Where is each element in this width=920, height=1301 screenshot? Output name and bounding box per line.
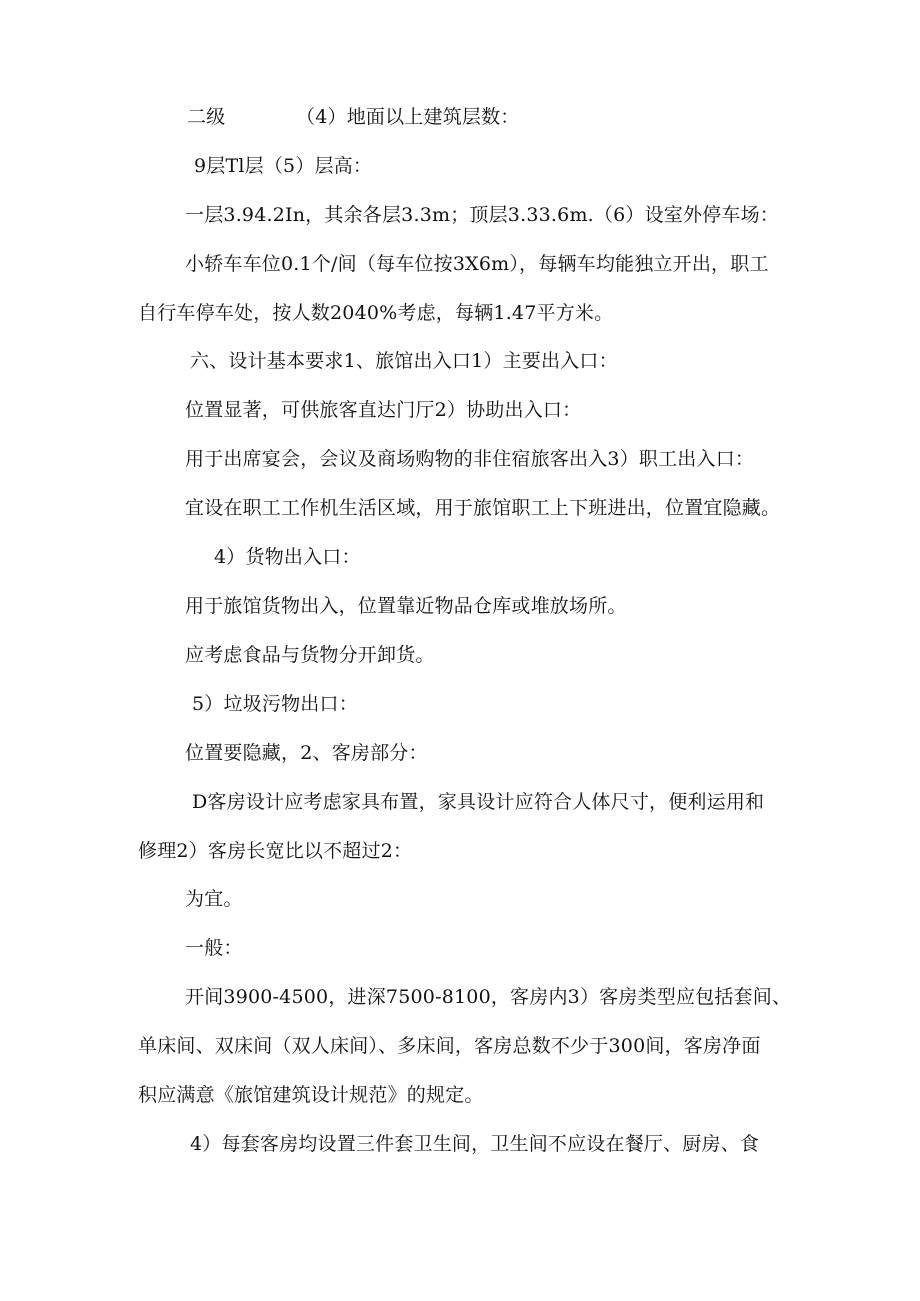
text-line-7: 位置显著，可供旅客直达门厅2）协助出入口： — [185, 399, 582, 421]
text-line-21: 积应满意《旅馆建筑设计规范》的规定。 — [138, 1084, 484, 1106]
text-line-16: 修理2）客房长宽比以不超过2： — [138, 840, 413, 862]
text-line-4: 小轿车车位0.1个/间（每车位按3X6m），每辆车均能独立开出，职工 — [185, 253, 769, 275]
text-line-12: 应考虑食品与货物分开卸货。 — [185, 644, 435, 666]
text-line-5: 自行车停车处，按人数2040%考虑，每辆1.47平方米。 — [138, 302, 614, 324]
text-line-2: 9层Tl层（5）层高： — [194, 155, 373, 177]
text-line-14: 位置要隐藏，2、客房部分： — [185, 742, 428, 764]
text-line-3: 一层3.94.2In，其余各层3.3m；顶层3.33.6m.（6）设室外停车场： — [185, 204, 779, 226]
text-line-15: D客房设计应考虑家具布置，家具设计应符合人体尺寸，便利运用和 — [192, 791, 765, 813]
text-line-6: 六、设计基本要求1、旅馆出入口1）主要出入口： — [190, 350, 618, 372]
text-line-13: 5）垃圾污物出口： — [192, 693, 358, 715]
text-line-18: 一般： — [185, 937, 243, 959]
text-line-20: 单床间、双床间（双人床间）、多床间，客房总数不少于300间，客房净面 — [138, 1035, 761, 1057]
text-line-22: 4）每套客房均设置三件套卫生间，卫生间不应设在餐厅、厨房、食 — [190, 1133, 760, 1155]
text-line-1-left: 二级 — [187, 106, 226, 128]
text-line-9: 宜设在职工工作机生活区域，用于旅馆职工上下班进出，位置宜隐藏。 — [185, 497, 781, 519]
text-line-8: 用于出席宴会，会议及商场购物的非住宿旅客出入3）职工出入口： — [185, 448, 755, 470]
text-line-17: 为宜。 — [185, 888, 243, 910]
text-line-10: 4）货物出入口： — [214, 546, 361, 568]
text-line-19: 开间3900-4500，进深7500-8100，客房内3）客房类型应包括套间、 — [185, 986, 792, 1008]
text-line-1-right: （4）地面以上建筑层数： — [296, 106, 520, 128]
text-line-11: 用于旅馆货物出入，位置靠近物品仓库或堆放场所。 — [185, 595, 627, 617]
